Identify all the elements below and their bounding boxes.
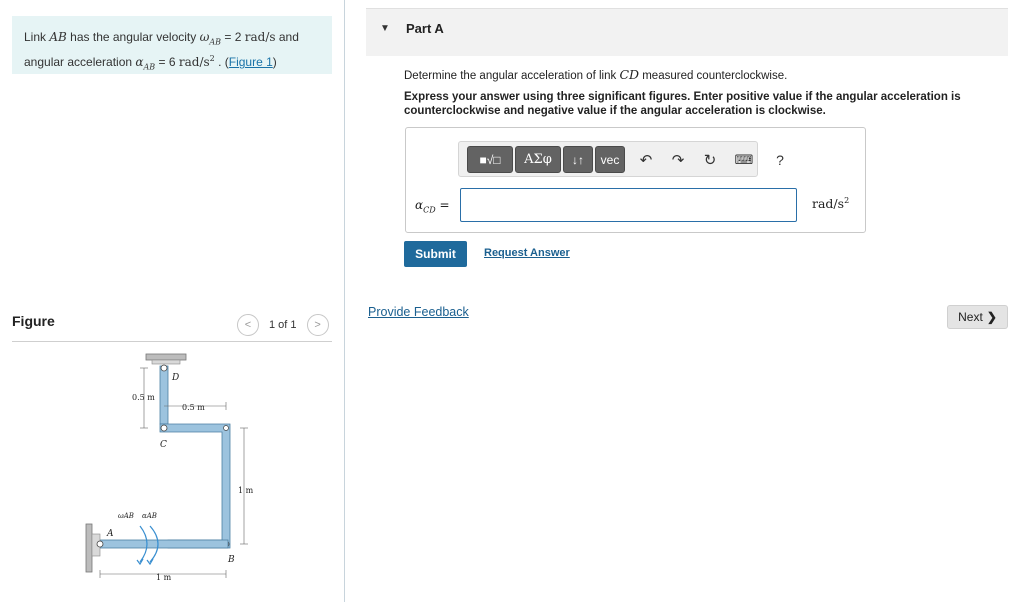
chevron-right-icon: > <box>314 319 321 331</box>
figure-title: Figure <box>12 313 55 329</box>
label-dim-1m-vertical: 1 m <box>238 486 254 495</box>
answer-unit: rad/$s^2$ <box>812 196 850 212</box>
caret-down-icon[interactable]: ▼ <box>380 23 390 34</box>
label-c: C <box>160 440 167 450</box>
arrows-button[interactable]: ↓↑ <box>563 146 593 173</box>
figure-page-indicator: 1 of 1 <box>269 319 297 331</box>
problem-line-1: Link AB has the angular velocity $\omega_{AB} = 2$ rad/s and <box>24 30 299 47</box>
next-button[interactable]: Next ❯ <box>947 305 1008 329</box>
part-a-header[interactable] <box>366 8 1008 56</box>
alpha-ab-value: = 6 <box>158 55 176 70</box>
link-bc <box>160 424 230 548</box>
label-omega-ab: ωAB <box>118 512 134 520</box>
chevron-left-icon: < <box>244 319 252 331</box>
help-button[interactable]: ? <box>776 152 784 168</box>
label-a: A <box>107 529 114 539</box>
omega-ab-symbol: $\omega_{AB}$ <box>199 30 222 47</box>
figure-link[interactable]: Figure 1 <box>228 55 273 70</box>
figure-divider <box>12 341 332 342</box>
alpha-ab-unit: rad/$s^2$ <box>178 54 215 70</box>
link-ab <box>100 540 228 548</box>
answer-input[interactable] <box>460 188 797 222</box>
label-alpha-ab: αAB <box>142 512 157 520</box>
figure-pager <box>237 314 329 336</box>
label-dim-1m-horizontal: 1 m <box>156 573 172 582</box>
label-b: B <box>228 555 235 565</box>
pin-d <box>161 365 167 371</box>
link-cd <box>160 366 168 424</box>
answer-instruction: Express your answer using three significant figures. Enter positive value if the angular acceleration is counterclockwise and negative value if the angular acceleration is clockwise. <box>404 91 961 117</box>
figure-next-button[interactable] <box>307 314 329 336</box>
pin-a <box>97 541 103 547</box>
omega-ab-unit: rad/s <box>244 30 276 44</box>
label-d: D <box>172 373 180 383</box>
question-text: Determine the angular acceleration of link CD measured counterclockwise. <box>404 67 788 82</box>
wall-support <box>86 524 92 572</box>
vector-button[interactable]: vec <box>595 146 625 173</box>
omega-ab-value: = 2 <box>224 30 242 44</box>
link-ab-symbol: AB <box>49 30 67 44</box>
undo-icon[interactable]: ↶ <box>639 152 653 169</box>
link-cd-symbol: CD <box>619 67 640 82</box>
figure-prev-button[interactable] <box>237 314 259 336</box>
column-divider <box>344 0 345 602</box>
pin-c <box>161 425 167 431</box>
redo-icon[interactable]: ↷ <box>671 152 685 169</box>
reset-icon[interactable]: ↻ <box>703 152 717 169</box>
greek-symbols-button[interactable]: ΑΣφ <box>515 146 561 173</box>
part-title: Part A <box>406 21 444 36</box>
keyboard-icon[interactable]: ⌨ <box>734 152 754 167</box>
alpha-ab-symbol: $\alpha_{AB}$ <box>135 55 156 72</box>
math-toolbar <box>458 141 784 177</box>
answer-panel <box>405 127 866 233</box>
provide-feedback-link[interactable]: Provide Feedback <box>368 305 469 319</box>
mechanism-figure <box>80 348 270 588</box>
problem-statement <box>12 16 332 74</box>
ceiling-support <box>146 354 186 360</box>
label-dim-half-vertical: 0.5 m <box>132 393 155 402</box>
problem-line-2: angular acceleration $\alpha_{AB} = 6$ rad/$s^2$ . (Figure 1) <box>24 54 277 72</box>
templates-button[interactable]: ■√□ <box>467 146 513 173</box>
label-dim-half-horizontal: 0.5 m <box>182 403 205 412</box>
chevron-right-icon: ❯ <box>986 310 997 324</box>
answer-label: $\alpha_{CD}$ = <box>415 198 450 215</box>
request-answer-link[interactable]: Request Answer <box>484 247 570 259</box>
submit-button[interactable]: Submit <box>404 241 467 267</box>
